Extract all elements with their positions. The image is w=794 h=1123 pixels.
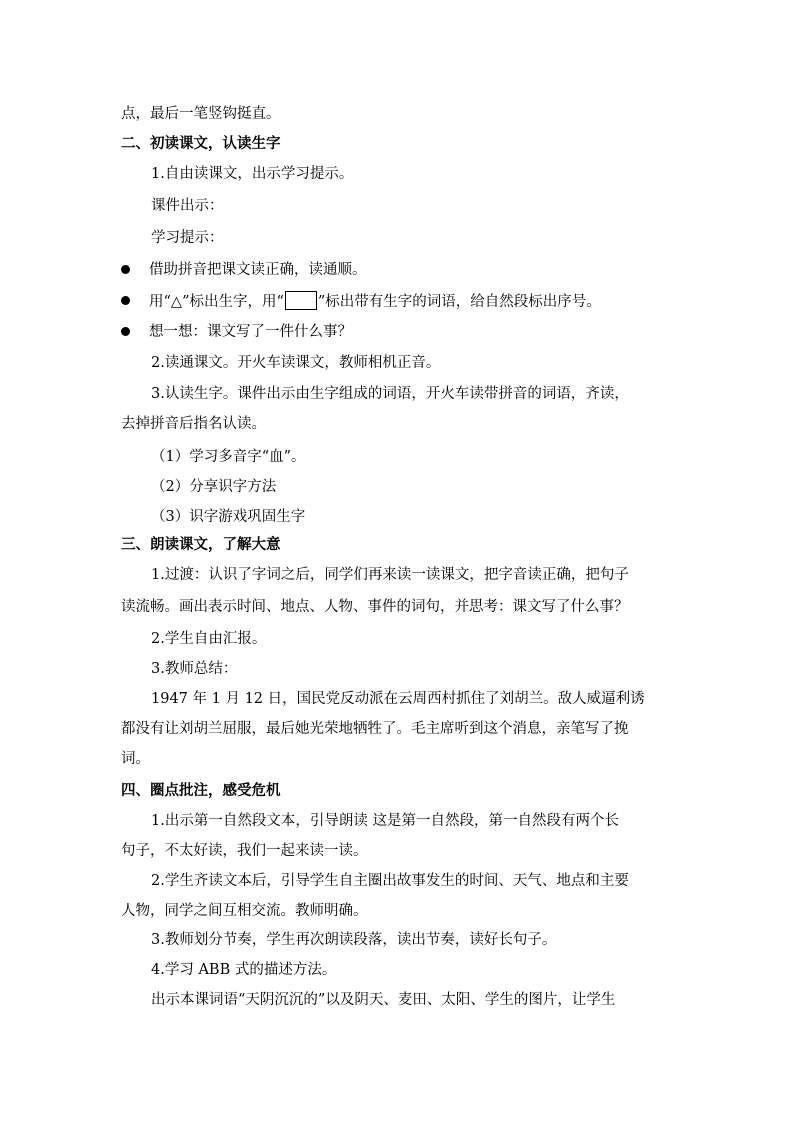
paragraph-line: 都没有让刘胡兰屈服，最后她光荣地牺牲了。毛主席听到这个消息，亲笔写了挽: [121, 721, 629, 737]
paragraph-line: 学习提示：: [151, 230, 224, 246]
bullet-text-part: 用“△”标出生字，用“: [149, 294, 284, 310]
paragraph-line: 出示本课词语“天阴沉沉的”以及阴天、麦田、太阳、学生的图片，让学生: [151, 992, 616, 1008]
section-heading: 四、圈点批注，感受危机: [121, 782, 281, 799]
bullet-item: 借助拼音把课文读正确，读通顺。: [149, 262, 367, 278]
paragraph-line: 1.自由读课文，出示学习提示。: [151, 166, 354, 182]
bullet-item: [149, 291, 601, 312]
paragraph-line: 读流畅。画出表示时间、地点、人物、事件的词句，并思考：课文写了什么事？: [121, 599, 629, 615]
bullet-icon: [121, 296, 130, 305]
paragraph-line: 2.学生自由汇报。: [151, 631, 267, 647]
paragraph-line: 3.教师划分节奏，学生再次朗读段落，读出节奏，读好长句子。: [151, 932, 557, 948]
paragraph-line: 人物，同学之间互相交流。教师明确。: [121, 903, 368, 919]
paragraph-line: 课件出示：: [151, 198, 224, 214]
sub-item: （1）学习多音字“血”。: [151, 449, 306, 465]
paragraph-line: 1.过渡：认识了字词之后，同学们再来读一读课文，把字音读正确，把句子: [151, 567, 629, 583]
section-heading: 二、初读课文，认读生字: [121, 135, 281, 152]
paragraph-line: 1.出示第一自然段文本，引导朗读 这是第一自然段，第一自然段有两个长: [151, 813, 619, 829]
box-mark-icon: [285, 291, 317, 310]
sub-item: （3）识字游戏巩固生字: [151, 509, 306, 525]
bullet-icon: [121, 265, 130, 274]
paragraph-line: 去掉拼音后指名认读。: [121, 416, 266, 432]
section-heading: 三、朗读课文，了解大意: [121, 536, 281, 553]
sub-item: （2）分享识字方法: [151, 479, 277, 495]
paragraph-line: 2.读通课文。开火车读课文，教师相机正音。: [151, 355, 441, 371]
paragraph-line: 3.教师总结：: [151, 661, 238, 677]
paragraph-line: 2.学生齐读文本后，引导学生自主圈出故事发生的时间、天气、地点和主要: [151, 873, 629, 889]
bullet-text-part: ”标出带有生字的词语，给自然段标出序号。: [317, 294, 601, 310]
paragraph-line: 1947 年 1 月 12 日，国民党反动派在云周西村抓住了刘胡兰。敌人威逼利诱: [151, 691, 645, 707]
bullet-icon: [121, 327, 130, 336]
paragraph-line: 点，最后一笔竖钩挺直。: [121, 106, 281, 122]
paragraph-line: 4.学习 ABB 式的描述方法。: [151, 962, 337, 978]
bullet-item: 想一想：课文写了一件什么事？: [149, 324, 352, 340]
paragraph-line: 3.认读生字。课件出示由生字组成的词语，开火车读带拼音的词语，齐读，: [151, 386, 629, 402]
paragraph-line: 词。: [121, 751, 150, 767]
paragraph-line: 句子，不太好读，我们一起来读一读。: [121, 843, 368, 859]
